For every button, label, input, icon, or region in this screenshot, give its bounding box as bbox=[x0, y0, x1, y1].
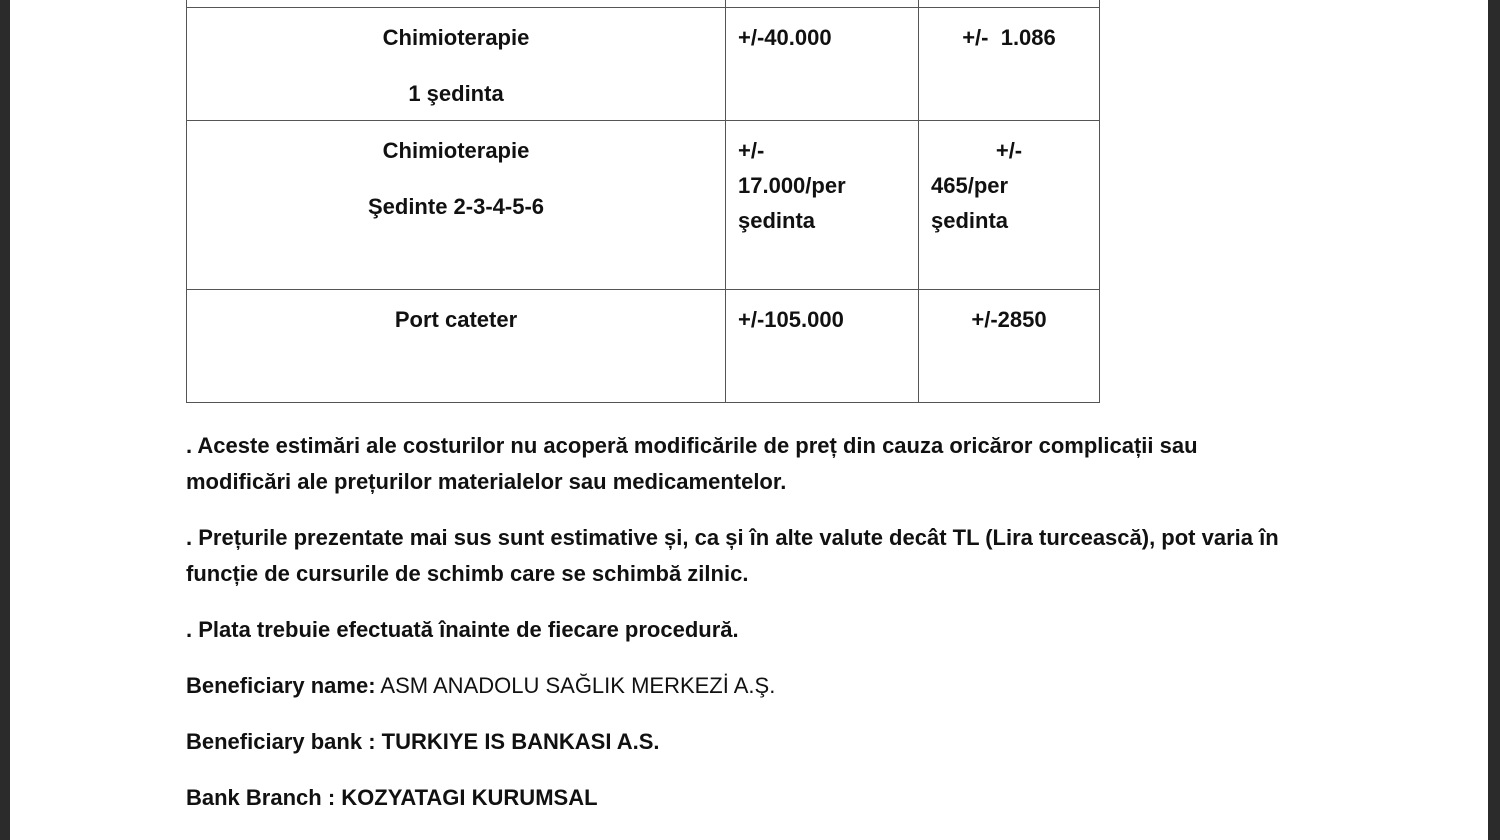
table-cell bbox=[187, 0, 726, 8]
procedure-name: Chimioterapie bbox=[382, 25, 530, 50]
bank-branch-value: KOZYATAGI KURUMSAL bbox=[341, 785, 598, 810]
procedure-detail: 1 şedinta bbox=[408, 81, 504, 106]
procedure-cell bbox=[187, 121, 726, 290]
bank-branch-label: Bank Branch : bbox=[186, 785, 342, 810]
price-value-alt: +/- bbox=[995, 138, 1023, 163]
beneficiary-bank bbox=[186, 724, 1306, 760]
price-value: +/-105.000 bbox=[738, 307, 844, 332]
cost-table bbox=[186, 0, 1100, 403]
table-cell bbox=[919, 0, 1100, 8]
beneficiary-bank-value: TURKIYE IS BANKASI A.S. bbox=[381, 729, 660, 754]
price-value: şedinta bbox=[738, 208, 816, 233]
bank-branch bbox=[186, 780, 1306, 816]
price-value: +/-40.000 bbox=[738, 25, 832, 50]
document-page bbox=[10, 0, 1488, 840]
procedure-name: Chimioterapie bbox=[382, 138, 530, 163]
note-exchange-rate: . Prețurile prezentate mai sus sunt estimative și, ca și în alte valute decât TL (Lira turcească), pot varia în funcție de cursurile de schimb care se schimbă zilnic. bbox=[186, 525, 1279, 586]
price-value: +/- bbox=[738, 138, 765, 163]
note-cost-estimate: . Aceste estimări ale costurilor nu acoperă modificările de preț din cauza oricăror complicații sau modificări ale prețurilor materialelor sau medicamentelor. bbox=[186, 433, 1198, 494]
table-row bbox=[187, 0, 1100, 8]
procedure-cell bbox=[187, 290, 726, 403]
beneficiary-bank-label: Beneficiary bank : bbox=[186, 729, 382, 754]
note-payment: . Plata trebuie efectuată înainte de fiecare procedură. bbox=[186, 617, 739, 642]
price-value: 17.000/per bbox=[738, 173, 846, 198]
procedure-cell bbox=[187, 8, 726, 121]
price-cell bbox=[726, 8, 919, 121]
price-cell-alt bbox=[919, 8, 1100, 121]
price-cell bbox=[726, 121, 919, 290]
price-cell-alt bbox=[919, 290, 1100, 403]
price-value-alt: 465/per bbox=[931, 173, 1009, 198]
price-value-alt: +/-2850 bbox=[971, 307, 1047, 332]
table-row bbox=[187, 121, 1100, 290]
beneficiary-name-label: Beneficiary name: bbox=[186, 673, 376, 698]
notes-section bbox=[186, 428, 1306, 836]
beneficiary-name bbox=[186, 668, 1306, 704]
price-value-alt: +/- 1.086 bbox=[962, 25, 1056, 50]
price-value-alt: şedinta bbox=[931, 208, 1009, 233]
price-cell bbox=[726, 290, 919, 403]
price-cell-alt bbox=[919, 121, 1100, 290]
beneficiary-name-value: ASM ANADOLU SAĞLIK MERKEZİ A.Ş. bbox=[375, 673, 776, 698]
procedure-name: Port cateter bbox=[394, 307, 518, 332]
table-row bbox=[187, 290, 1100, 403]
table-cell bbox=[726, 0, 919, 8]
table-row bbox=[187, 8, 1100, 121]
procedure-detail: Şedinte 2-3-4-5-6 bbox=[367, 194, 545, 219]
